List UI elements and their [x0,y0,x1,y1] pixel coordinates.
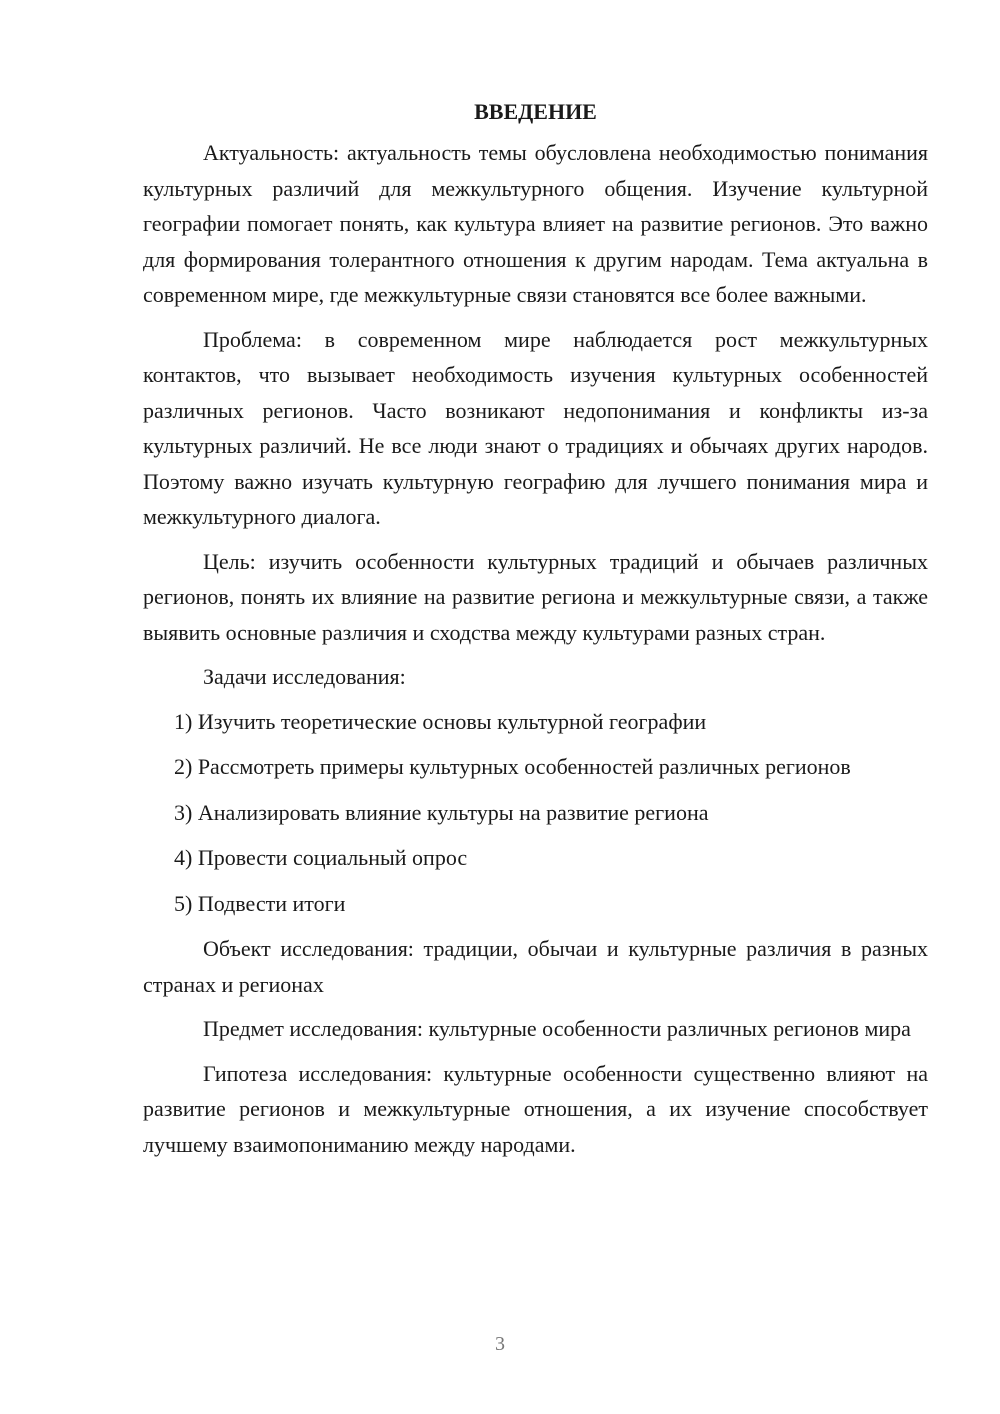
paragraph-relevance: Актуальность: актуальность темы обусловлена необходимостью понимания культурных различий для межкультурного общения. Изучение культурной географии помогает понять, как культура влияет на развитие регионов. Это важно для формирования толерантного отношения к другим народам. Тема актуальна в современном мире, где межкультурные связи становятся все более важными. [143,140,928,307]
task-item-5: 5) Подвести итоги [174,890,346,916]
paragraph-goal: Цель: изучить особенности культурных традиций и обычаев различных регионов, понять их влияние на развитие региона и межкультурные связи, а также выявить основные различия и сходства между культурами разных стран. [143,548,928,645]
paragraph-object: Объект исследования: традиции, обычаи и культурные различия в разных странах и регионах [143,936,928,997]
paragraph-hypothesis: Гипотеза исследования: культурные особенности существенно влияют на развитие регионов и межкультурные отношения, а их изучение способствует лучшему взаимопониманию между народами. [143,1060,928,1157]
task-item-4: 4) Провести социальный опрос [174,845,468,870]
page-number: 3 [495,1333,505,1355]
task-item-1: 1) Изучить теоретические основы культурной географии [174,708,707,734]
paragraph-subject: Предмет исследования: культурные особенности различных регионов мира [203,1016,911,1041]
document-page [143,94,928,1171]
tasks-heading: Задачи исследования: [203,664,406,689]
task-item-2: 2) Рассмотреть примеры культурных особенностей различных регионов [174,754,851,779]
paragraph-problem: Проблема: в современном мире наблюдается рост межкультурных контактов, что вызывает необходимость изучения культурных особенностей различных регионов. Часто возникают недопонимания и конфликты из-за культурных различий. Не все люди знают о традициях и обычаях других народов. Поэтому важно изучать культурную географию для лучшего понимания мира и межкультурного диалога. [143,326,928,529]
section-title: ВВЕДЕНИЕ [474,99,597,124]
task-item-3: 3) Анализировать влияние культуры на развитие региона [174,799,709,825]
